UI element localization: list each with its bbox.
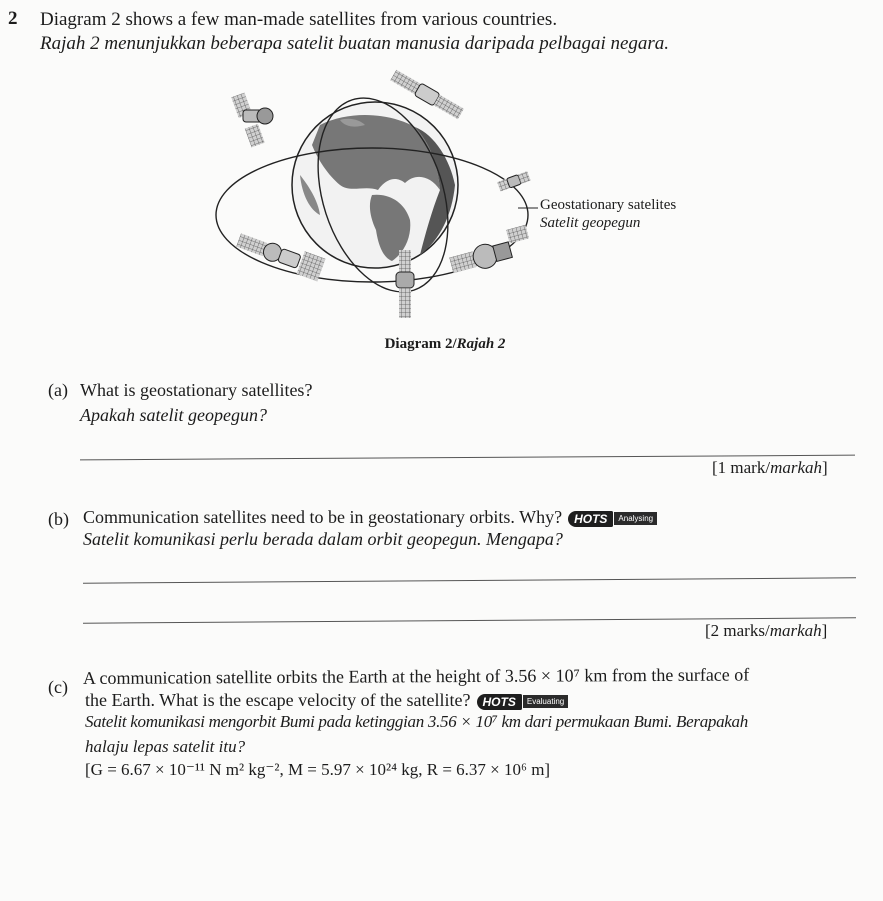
diagram-caption bbox=[300, 336, 590, 353]
geostationary-label-en: Geostationary satelites bbox=[540, 197, 677, 213]
question-number: 2 bbox=[8, 8, 18, 29]
part-b-question bbox=[83, 507, 657, 528]
caption-main: Diagram 2/ bbox=[384, 336, 457, 352]
part-b-marks bbox=[705, 621, 827, 641]
part-c-ms-line2: halaju lepas satelit itu? bbox=[85, 737, 246, 756]
part-b-label: (b) bbox=[48, 509, 69, 529]
part-a-label: (a) bbox=[48, 380, 68, 400]
satellite-right-small bbox=[497, 171, 530, 191]
marks-a-en: [1 mark/ bbox=[712, 458, 771, 477]
answer-line-b1[interactable] bbox=[83, 577, 856, 583]
part-c-ms-line1: Satelit komunikasi mengorbit Bumi pada ketinggian 3.56 × 10⁷ km dari permukaan Bumi. Berapakah bbox=[85, 712, 748, 731]
caption-ms: Rajah 2 bbox=[456, 336, 506, 352]
hots-tag: Analysing bbox=[614, 512, 657, 525]
marks-a-end: ] bbox=[822, 458, 828, 477]
satellite-top-left bbox=[231, 93, 273, 148]
earth-globe bbox=[292, 102, 458, 268]
marks-b-ms: markah bbox=[769, 621, 822, 640]
part-c-line1: A communication satellite orbits the Earth at the height of 3.56 × 10⁷ km from the surface of bbox=[82, 664, 750, 688]
part-a-text-ms: Apakah satelit geopegun? bbox=[80, 405, 267, 425]
part-a-marks bbox=[712, 458, 828, 478]
part-c-line2: the Earth. What is the escape velocity of the satellite? bbox=[85, 690, 471, 710]
part-b-text-en: Communication satellites need to be in geostationary orbits. Why? bbox=[83, 507, 563, 527]
part-c-label: (c) bbox=[48, 677, 68, 697]
part-b-text-ms: Satelit komunikasi perlu berada dalam orbit geopegun. Mengapa? bbox=[83, 529, 563, 549]
hots-label-c: HOTS bbox=[477, 694, 522, 710]
marks-a-ms: markah bbox=[770, 458, 823, 477]
marks-b-en: [2 marks/ bbox=[705, 621, 770, 640]
hots-tag-c: Evaluating bbox=[523, 695, 568, 708]
geostationary-label-ms: Satelit geopegun bbox=[540, 215, 641, 231]
question-title-en: Diagram 2 shows a few man-made satellites from various countries. bbox=[40, 9, 558, 30]
part-a-text-en: What is geostationary satellites? bbox=[80, 380, 313, 400]
hots-badge-analysing bbox=[568, 511, 657, 527]
part-c-line2-wrap bbox=[85, 690, 568, 711]
part-c-constants: [G = 6.67 × 10⁻¹¹ N m² kg⁻², M = 5.97 × 10²⁴ kg, R = 6.37 × 10⁶ m] bbox=[85, 760, 551, 779]
hots-badge-evaluating bbox=[477, 694, 569, 710]
hots-label: HOTS bbox=[568, 511, 613, 527]
satellite-right-bottom bbox=[446, 225, 533, 277]
marks-b-end: ] bbox=[821, 621, 828, 640]
question-title-ms: Rajah 2 menunjukkan beberapa satelit buatan manusia daripada pelbagai negara. bbox=[40, 33, 670, 54]
